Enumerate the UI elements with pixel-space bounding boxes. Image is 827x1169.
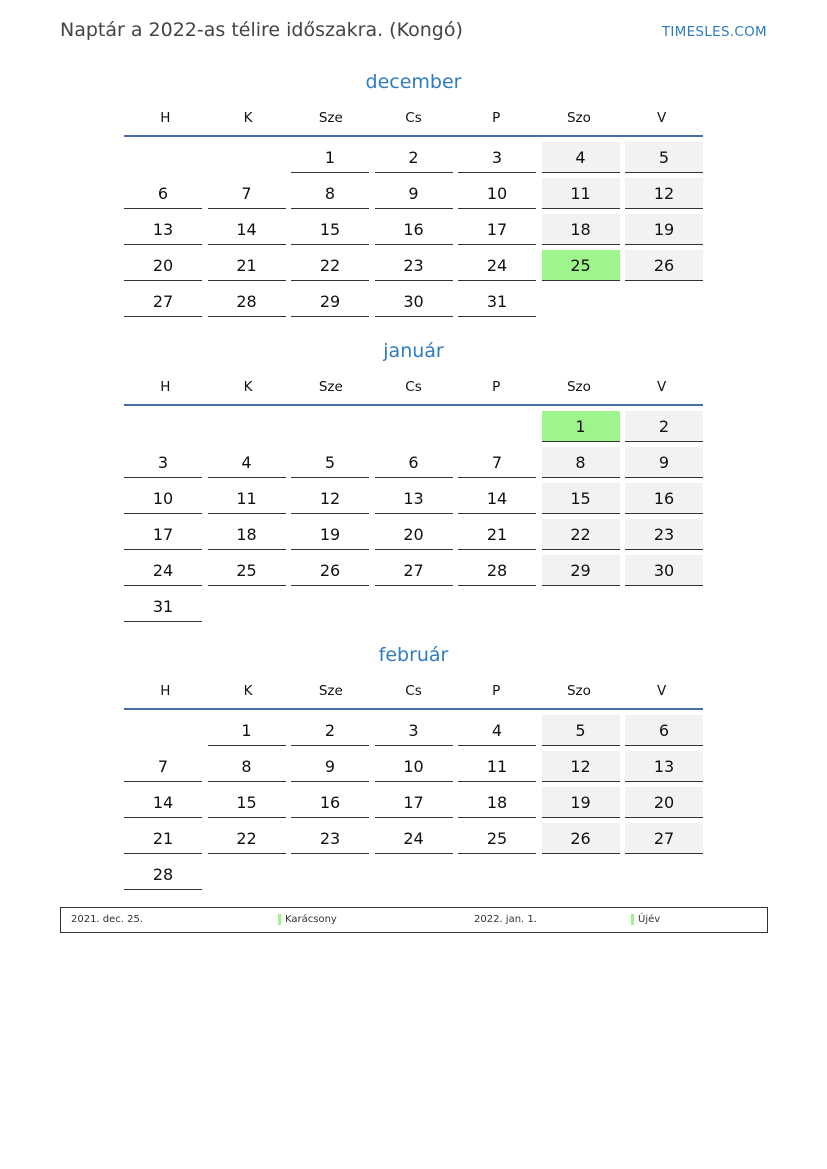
empty-cell [625,286,703,317]
day-cell: 26 [625,250,703,281]
week-row [124,250,703,286]
day-cell: 8 [208,751,286,782]
day-cell: 25 [542,250,620,281]
day-cell: 25 [208,555,286,586]
day-cell: 16 [375,214,453,245]
weekday-label: H [160,110,171,126]
weekday-header [124,370,703,404]
legend-date-2: 2022. jan. 1. [474,914,537,925]
day-cell: 17 [375,787,453,818]
empty-cell [458,859,536,890]
day-cell: 15 [208,787,286,818]
day-cell: 16 [291,787,369,818]
day-cell: 8 [542,447,620,478]
day-cell: 22 [208,823,286,854]
day-cell: 1 [208,715,286,746]
day-cell: 21 [208,250,286,281]
day-cell: 22 [291,250,369,281]
week-row [124,859,703,895]
day-cell: 12 [542,751,620,782]
weekday-label: Sze [318,110,343,126]
weekday-label: K [243,683,253,699]
week-row [124,555,703,591]
legend-name-1: Karácsony [285,914,337,925]
day-cell: 14 [458,483,536,514]
day-cell: 5 [542,715,620,746]
day-cell: 23 [291,823,369,854]
day-cell: 26 [291,555,369,586]
legend-name-2: Újév [638,914,661,925]
day-cell: 9 [625,447,703,478]
day-cell: 18 [458,787,536,818]
day-cell: 12 [625,178,703,209]
weekday-label: P [492,379,501,395]
month-title: január [383,340,444,362]
day-cell: 14 [124,787,202,818]
day-cell: 25 [458,823,536,854]
day-cell: 17 [458,214,536,245]
day-cell: 6 [375,447,453,478]
day-cell: 11 [542,178,620,209]
day-cell: 13 [625,751,703,782]
empty-cell [458,591,536,622]
week-row [124,787,703,823]
empty-cell [625,591,703,622]
day-cell: 21 [124,823,202,854]
header-rule [124,135,703,137]
empty-cell [291,411,369,442]
holiday-color-marker [278,914,281,925]
day-cell: 27 [124,286,202,317]
holiday-color-marker [631,914,634,925]
day-cell: 20 [375,519,453,550]
weekday-label: H [160,683,171,699]
empty-cell [542,859,620,890]
empty-cell [208,859,286,890]
day-cell: 24 [124,555,202,586]
empty-cell [124,411,202,442]
day-cell: 7 [124,751,202,782]
day-cell: 10 [375,751,453,782]
empty-cell [458,411,536,442]
day-cell: 28 [208,286,286,317]
week-row [124,214,703,250]
day-cell: 15 [542,483,620,514]
day-cell: 29 [291,286,369,317]
week-row [124,483,703,519]
week-row [124,823,703,859]
day-cell: 19 [625,214,703,245]
weekday-label: K [243,110,253,126]
day-cell: 28 [124,859,202,890]
month-december [124,68,703,322]
day-cell: 24 [375,823,453,854]
weekday-label: Cs [405,683,422,699]
day-cell: 4 [542,142,620,173]
weekday-label: P [492,683,501,699]
weekday-label: H [160,379,171,395]
weekday-label: P [492,110,501,126]
legend-date-1: 2021. dec. 25. [71,914,144,925]
day-cell: 6 [124,178,202,209]
weekday-label: Szo [566,683,591,699]
weekday-label: Cs [405,110,422,126]
week-row [124,286,703,322]
day-cell: 4 [208,447,286,478]
week-row [124,411,703,447]
day-cell: 3 [375,715,453,746]
weekday-label: V [657,379,667,395]
weekday-label: Szo [566,110,591,126]
day-cell: 14 [208,214,286,245]
day-cell: 9 [291,751,369,782]
empty-cell [124,142,202,173]
empty-cell [208,411,286,442]
day-cell: 18 [208,519,286,550]
month-januar [124,337,703,627]
day-cell: 24 [458,250,536,281]
day-cell: 8 [291,178,369,209]
day-cell: 6 [625,715,703,746]
empty-cell [375,591,453,622]
day-cell: 28 [458,555,536,586]
empty-cell [291,859,369,890]
day-cell: 12 [291,483,369,514]
day-cell: 27 [375,555,453,586]
header-rule [124,404,703,406]
day-cell: 9 [375,178,453,209]
day-cell: 18 [542,214,620,245]
week-row [124,591,703,627]
weekday-label: V [657,110,667,126]
page-title: Naptár a 2022-as télire időszakra. (Kongó) [60,19,463,41]
day-cell: 26 [542,823,620,854]
day-cell: 13 [375,483,453,514]
day-cell: 7 [208,178,286,209]
day-grid [124,142,703,322]
empty-cell [124,715,202,746]
day-cell: 5 [625,142,703,173]
header-rule [124,708,703,710]
brand-link[interactable]: TIMESLES.COM [661,24,767,40]
day-cell: 19 [291,519,369,550]
day-grid [124,411,703,627]
weekday-header [124,674,703,708]
day-cell: 30 [375,286,453,317]
weekday-header [124,101,703,135]
empty-cell [375,859,453,890]
day-cell: 23 [375,250,453,281]
day-cell: 3 [124,447,202,478]
empty-cell [208,591,286,622]
weekday-label: K [243,379,253,395]
day-grid [124,715,703,895]
day-cell: 3 [458,142,536,173]
weekday-label: Sze [318,379,343,395]
day-cell: 11 [208,483,286,514]
day-cell: 29 [542,555,620,586]
day-cell: 1 [542,411,620,442]
day-cell: 17 [124,519,202,550]
day-cell: 5 [291,447,369,478]
week-row [124,178,703,214]
day-cell: 2 [291,715,369,746]
day-cell: 16 [625,483,703,514]
empty-cell [208,142,286,173]
day-cell: 1 [291,142,369,173]
day-cell: 13 [124,214,202,245]
month-title: december [365,71,462,93]
empty-cell [291,591,369,622]
day-cell: 2 [375,142,453,173]
day-cell: 11 [458,751,536,782]
empty-cell [542,591,620,622]
weekday-label: V [657,683,667,699]
week-row [124,447,703,483]
day-cell: 21 [458,519,536,550]
month-februar [124,641,703,895]
day-cell: 22 [542,519,620,550]
holiday-legend [60,907,768,933]
week-row [124,142,703,178]
day-cell: 10 [458,178,536,209]
day-cell: 31 [124,591,202,622]
empty-cell [375,411,453,442]
day-cell: 4 [458,715,536,746]
day-cell: 2 [625,411,703,442]
week-row [124,519,703,555]
month-title: február [378,644,449,666]
empty-cell [542,286,620,317]
weekday-label: Szo [566,379,591,395]
week-row [124,715,703,751]
day-cell: 19 [542,787,620,818]
day-cell: 31 [458,286,536,317]
day-cell: 27 [625,823,703,854]
weekday-label: Cs [405,379,422,395]
day-cell: 30 [625,555,703,586]
day-cell: 20 [625,787,703,818]
day-cell: 10 [124,483,202,514]
weekday-label: Sze [318,683,343,699]
day-cell: 23 [625,519,703,550]
day-cell: 20 [124,250,202,281]
day-cell: 7 [458,447,536,478]
day-cell: 15 [291,214,369,245]
empty-cell [625,859,703,890]
week-row [124,751,703,787]
